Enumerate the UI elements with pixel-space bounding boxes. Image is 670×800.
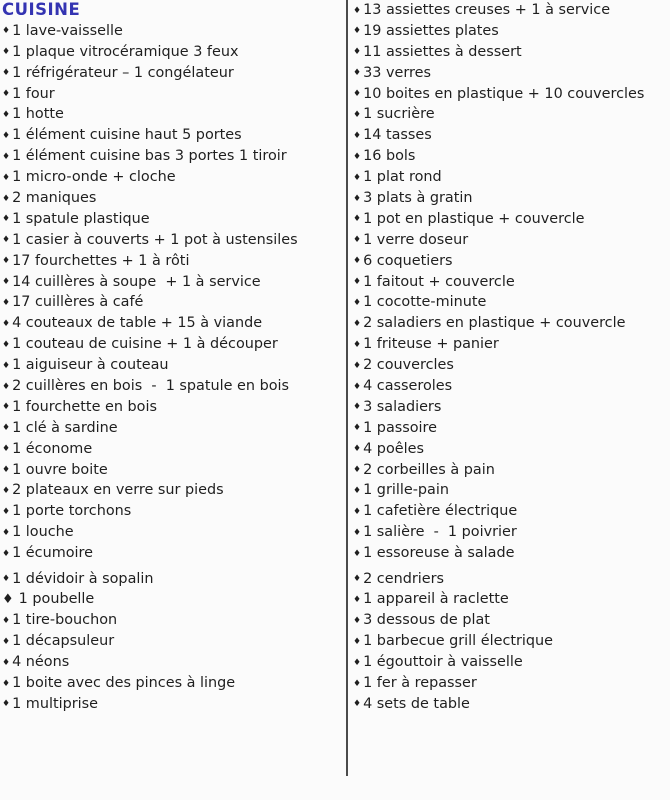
diamond-bullet-icon: ♦	[2, 506, 11, 517]
list-item-label: 1 cocotte-minute	[363, 294, 487, 311]
list-item	[2, 292, 342, 313]
list-item-label: 1 économe	[12, 440, 93, 457]
list-item-label: 1 essoreuse à salade	[363, 545, 515, 562]
list-item	[2, 272, 342, 293]
list-item-label: 17 fourchettes + 1 à rôti	[12, 252, 190, 269]
list-item-label: 1 élément cuisine haut 5 portes	[12, 127, 242, 144]
list-item-label: 1 clé à sardine	[12, 419, 118, 436]
list-item-label: 1 poubelle	[18, 591, 95, 608]
list-item	[353, 0, 668, 21]
diamond-bullet-icon: ♦	[2, 527, 11, 538]
list-item-label: 2 maniques	[12, 190, 97, 207]
right-column	[353, 0, 668, 715]
list-item-label: 2 corbeilles à pain	[363, 461, 495, 478]
list-item-label: 1 aiguiseur à couteau	[12, 357, 169, 374]
diamond-bullet-icon: ♦	[2, 172, 11, 183]
diamond-bullet-icon: ♦	[2, 277, 11, 288]
list-item-label: 1 fourchette en bois	[12, 398, 157, 415]
list-item-label: 4 couteaux de table + 15 à viande	[12, 315, 263, 332]
diamond-bullet-icon: ♦	[353, 172, 362, 183]
list-item-label: 1 décapsuleur	[12, 633, 115, 650]
list-item	[2, 418, 342, 439]
list-item-label: 17 cuillères à café	[12, 294, 144, 311]
list-item	[353, 439, 668, 460]
left-item-list	[2, 21, 342, 715]
diamond-bullet-icon: ♦	[2, 214, 11, 225]
list-item	[2, 251, 342, 272]
diamond-bullet-icon: ♦	[353, 657, 362, 668]
list-item-label: 13 assiettes creuses + 1 à service	[363, 2, 611, 18]
list-item	[2, 694, 342, 715]
list-item	[353, 63, 668, 84]
list-item	[353, 610, 668, 631]
diamond-bullet-icon: ♦	[353, 548, 362, 559]
diamond-bullet-icon: ♦	[353, 297, 362, 308]
list-item-label: 4 sets de table	[363, 695, 470, 712]
list-item-label: 1 cafetière électrique	[363, 503, 518, 520]
diamond-bullet-icon: ♦	[2, 381, 11, 392]
list-item	[353, 418, 668, 439]
diamond-bullet-icon: ♦	[2, 235, 11, 246]
list-item	[2, 589, 342, 610]
diamond-bullet-icon: ♦	[353, 485, 362, 496]
diamond-bullet-icon: ♦	[2, 339, 11, 350]
list-item-label: 1 spatule plastique	[12, 210, 150, 227]
list-item	[353, 480, 668, 501]
diamond-bullet-icon: ♦	[2, 657, 11, 668]
diamond-bullet-icon: ♦	[2, 636, 11, 647]
diamond-bullet-icon: ♦	[2, 444, 11, 455]
list-item-label: 1 appareil à raclette	[363, 591, 509, 608]
list-item	[353, 146, 668, 167]
list-item	[2, 501, 342, 522]
diamond-bullet-icon: ♦	[2, 678, 11, 689]
list-item-label: 1 plat rond	[363, 169, 442, 186]
diamond-bullet-icon: ♦	[353, 235, 362, 246]
list-item-label: 1 verre doseur	[363, 231, 469, 248]
list-item	[353, 334, 668, 355]
list-item-label: 10 boites en plastique + 10 couvercles	[363, 85, 645, 102]
list-item	[353, 84, 668, 105]
list-item	[353, 272, 668, 293]
list-item-label: 1 multiprise	[12, 695, 98, 712]
list-item-label: 6 coquetiers	[363, 252, 453, 269]
list-item-label: 3 dessous de plat	[363, 612, 490, 629]
list-item-label: 1 salière - 1 poivrier	[363, 524, 517, 541]
list-item	[2, 397, 342, 418]
list-item	[2, 460, 342, 481]
list-item	[353, 652, 668, 673]
list-item	[353, 376, 668, 397]
list-item-label: 1 ouvre boite	[12, 461, 108, 478]
diamond-bullet-icon: ♦	[2, 109, 11, 120]
list-item-label: 1 casier à couverts + 1 pot à ustensiles	[12, 231, 298, 248]
list-item	[353, 522, 668, 543]
list-item	[2, 146, 342, 167]
list-item-label: 1 dévidoir à sopalin	[12, 570, 154, 587]
list-item-label: 4 poêles	[363, 440, 424, 457]
diamond-bullet-icon: ♦	[2, 592, 14, 608]
diamond-bullet-icon: ♦	[2, 360, 11, 371]
list-item	[353, 42, 668, 63]
list-item-label: 1 élément cuisine bas 3 portes 1 tiroir	[12, 148, 287, 165]
list-item	[353, 569, 668, 590]
list-item-label: 1 grille-pain	[363, 482, 449, 499]
list-item	[353, 292, 668, 313]
diamond-bullet-icon: ♦	[353, 465, 362, 476]
list-item-label: 1 plaque vitrocéramique 3 feux	[12, 43, 239, 60]
list-item	[353, 167, 668, 188]
list-item-label: 1 porte torchons	[12, 503, 132, 520]
diamond-bullet-icon: ♦	[2, 26, 11, 37]
list-item	[353, 209, 668, 230]
list-item	[2, 230, 342, 251]
diamond-bullet-icon: ♦	[353, 47, 362, 58]
list-item-label: 2 couvercles	[363, 357, 454, 374]
diamond-bullet-icon: ♦	[2, 699, 11, 710]
list-item	[2, 167, 342, 188]
diamond-bullet-icon: ♦	[2, 47, 11, 58]
diamond-bullet-icon: ♦	[2, 318, 11, 329]
list-item-label: 1 écumoire	[12, 545, 93, 562]
diamond-bullet-icon: ♦	[353, 109, 362, 120]
page-title: CUISINE	[2, 0, 81, 19]
list-item	[2, 125, 342, 146]
list-item-label: 1 friteuse + panier	[363, 336, 499, 353]
list-item-label: 1 micro-onde + cloche	[12, 169, 176, 186]
diamond-bullet-icon: ♦	[353, 574, 362, 585]
diamond-bullet-icon: ♦	[353, 636, 362, 647]
list-item-label: 2 plateaux en verre sur pieds	[12, 482, 224, 499]
diamond-bullet-icon: ♦	[2, 485, 11, 496]
diamond-bullet-icon: ♦	[353, 193, 362, 204]
list-item	[353, 501, 668, 522]
diamond-bullet-icon: ♦	[353, 506, 362, 517]
diamond-bullet-icon: ♦	[2, 89, 11, 100]
list-item-label: 16 bols	[363, 148, 416, 165]
diamond-bullet-icon: ♦	[2, 130, 11, 141]
list-item	[353, 397, 668, 418]
list-item-label: 33 verres	[363, 64, 431, 81]
diamond-bullet-icon: ♦	[353, 339, 362, 350]
diamond-bullet-icon: ♦	[353, 277, 362, 288]
list-item-label: 1 barbecue grill électrique	[363, 633, 554, 650]
list-item-label: 4 néons	[12, 654, 70, 671]
diamond-bullet-icon: ♦	[353, 402, 362, 413]
list-item	[2, 209, 342, 230]
diamond-bullet-icon: ♦	[353, 360, 362, 371]
diamond-bullet-icon: ♦	[353, 68, 362, 79]
diamond-bullet-icon: ♦	[353, 444, 362, 455]
list-item	[2, 355, 342, 376]
column-divider-line	[346, 0, 348, 776]
list-item-label: 14 cuillères à soupe + 1 à service	[12, 273, 261, 290]
list-item	[353, 230, 668, 251]
diamond-bullet-icon: ♦	[353, 381, 362, 392]
list-item	[353, 313, 668, 334]
diamond-bullet-icon: ♦	[353, 89, 362, 100]
list-item	[353, 125, 668, 146]
diamond-bullet-icon: ♦	[353, 615, 362, 626]
list-item-label: 4 casseroles	[363, 378, 453, 395]
list-item-label: 1 fer à repasser	[363, 675, 477, 691]
diamond-bullet-icon: ♦	[2, 256, 11, 267]
list-item	[2, 673, 342, 694]
diamond-bullet-icon: ♦	[353, 423, 362, 434]
list-item	[2, 334, 342, 355]
list-item-label: 1 passoire	[363, 419, 438, 436]
diamond-bullet-icon: ♦	[2, 423, 11, 434]
diamond-bullet-icon: ♦	[353, 678, 362, 689]
list-item	[353, 460, 668, 481]
list-item	[2, 313, 342, 334]
diamond-bullet-icon: ♦	[353, 26, 362, 37]
diamond-bullet-icon: ♦	[353, 256, 362, 267]
diamond-bullet-icon: ♦	[2, 465, 11, 476]
list-item-label: 1 pot en plastique + couvercle	[363, 210, 585, 227]
right-item-list	[353, 0, 668, 715]
list-item	[2, 42, 342, 63]
list-item	[353, 251, 668, 272]
list-item-label: 1 égouttoir à vaisselle	[363, 654, 523, 671]
list-item	[2, 569, 342, 590]
list-item	[2, 480, 342, 501]
list-item-label: 2 cendriers	[363, 570, 445, 587]
list-item-label: 1 réfrigérateur – 1 congélateur	[12, 64, 234, 81]
list-item	[353, 694, 668, 715]
list-item	[2, 631, 342, 652]
list-item	[353, 104, 668, 125]
diamond-bullet-icon: ♦	[2, 402, 11, 413]
list-item	[353, 631, 668, 652]
list-item	[2, 21, 342, 42]
list-item-label: 1 louche	[12, 524, 74, 541]
list-item	[353, 543, 668, 564]
diamond-bullet-icon: ♦	[353, 318, 362, 329]
list-item-label: 14 tasses	[363, 127, 432, 144]
list-item	[2, 522, 342, 543]
diamond-bullet-icon: ♦	[2, 297, 11, 308]
list-item	[2, 610, 342, 631]
diamond-bullet-icon: ♦	[353, 699, 362, 710]
diamond-bullet-icon: ♦	[2, 193, 11, 204]
diamond-bullet-icon: ♦	[2, 615, 11, 626]
list-item-label: 1 lave-vaisselle	[12, 22, 123, 39]
list-item-label: 1 faitout + couvercle	[363, 273, 515, 290]
list-item-label: 1 hotte	[12, 106, 64, 123]
diamond-bullet-icon: ♦	[353, 5, 362, 16]
list-item-label: 2 saladiers en plastique + couvercle	[363, 315, 626, 332]
list-item-label: 11 assiettes à dessert	[363, 43, 522, 60]
diamond-bullet-icon: ♦	[353, 214, 362, 225]
list-item	[2, 439, 342, 460]
list-item-label: 3 saladiers	[363, 398, 442, 415]
list-item-label: 3 plats à gratin	[363, 190, 473, 207]
list-item	[353, 21, 668, 42]
list-item-label: 1 four	[12, 85, 55, 102]
list-item	[2, 188, 342, 209]
diamond-bullet-icon: ♦	[2, 68, 11, 79]
list-item-label: 19 assiettes plates	[363, 22, 499, 39]
diamond-bullet-icon: ♦	[353, 151, 362, 162]
list-item	[2, 104, 342, 125]
list-item	[2, 652, 342, 673]
list-item-label: 1 sucrière	[363, 106, 435, 123]
list-item	[2, 63, 342, 84]
diamond-bullet-icon: ♦	[2, 548, 11, 559]
list-item	[353, 188, 668, 209]
diamond-bullet-icon: ♦	[2, 574, 11, 585]
list-item-label: 2 cuillères en bois - 1 spatule en bois	[12, 378, 290, 395]
list-item	[353, 673, 668, 694]
list-item	[2, 543, 342, 564]
list-item-label: 1 couteau de cuisine + 1 à découper	[12, 336, 278, 353]
diamond-bullet-icon: ♦	[2, 151, 11, 162]
list-item	[353, 355, 668, 376]
list-item	[2, 376, 342, 397]
diamond-bullet-icon: ♦	[353, 527, 362, 538]
diamond-bullet-icon: ♦	[353, 130, 362, 141]
list-item-label: 1 tire-bouchon	[12, 612, 118, 629]
list-item-label: 1 boite avec des pinces à linge	[12, 675, 236, 691]
left-column	[2, 0, 342, 715]
list-item	[2, 84, 342, 105]
list-item	[353, 589, 668, 610]
diamond-bullet-icon: ♦	[353, 594, 362, 605]
